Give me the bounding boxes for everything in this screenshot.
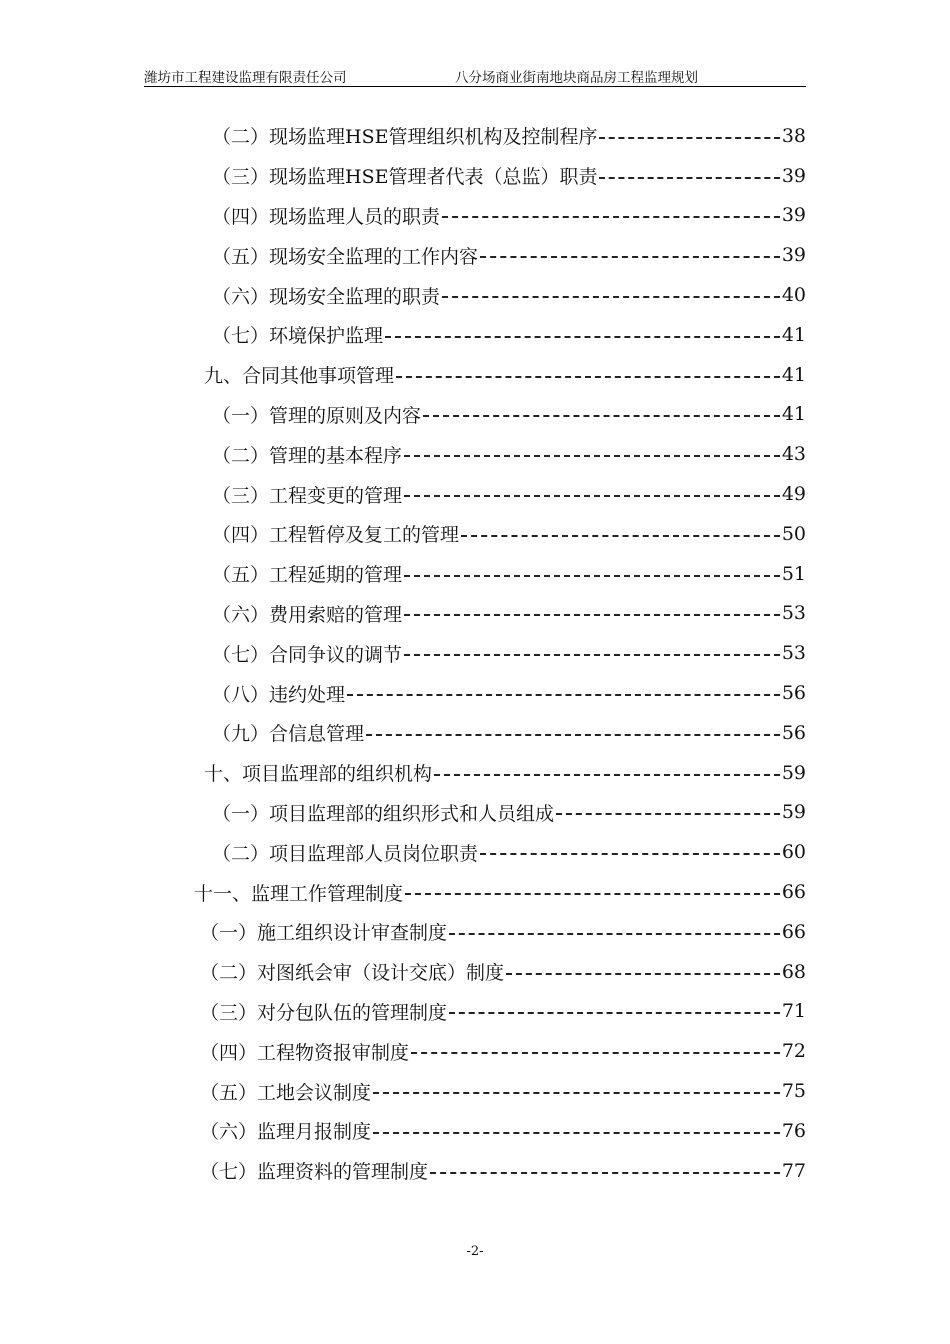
toc-entry[interactable] <box>212 116 806 156</box>
toc-entry-title: （五）工程延期的管理 <box>212 564 403 587</box>
toc-entry[interactable] <box>200 1111 806 1151</box>
toc-entry[interactable] <box>212 196 806 236</box>
toc-entry-page: 49 <box>781 483 806 506</box>
toc-entry-page: 50 <box>781 522 806 545</box>
toc-entry-title: （二）现场监理HSE管理组织机构及控制程序 <box>212 126 598 149</box>
toc-entry[interactable] <box>204 753 806 793</box>
toc-dot-leader <box>423 415 780 417</box>
toc-entry-page: 77 <box>781 1159 806 1182</box>
toc-entry[interactable] <box>200 1031 806 1071</box>
toc-entry-page: 59 <box>781 761 806 784</box>
toc-entry[interactable] <box>212 434 806 474</box>
toc-entry-page: 56 <box>781 682 806 705</box>
toc-entry-title: （七）合同争议的调节 <box>212 643 403 666</box>
toc-entry[interactable] <box>212 315 806 355</box>
toc-entry[interactable] <box>212 673 806 713</box>
toc-entry-title: 九、合同其他事项管理 <box>204 365 395 388</box>
toc-dot-leader <box>347 694 780 696</box>
toc-entry-page: 41 <box>781 323 806 346</box>
toc-dot-leader <box>556 813 780 815</box>
toc-entry[interactable] <box>200 1071 806 1111</box>
toc-entry-page: 60 <box>781 841 806 864</box>
toc-entry-page: 76 <box>781 1119 806 1142</box>
toc-entry-title: （二）管理的基本程序 <box>212 444 403 467</box>
toc-entry-page: 53 <box>781 602 806 625</box>
toc-entry-title: 十一、监理工作管理制度 <box>194 882 404 905</box>
toc-dot-leader <box>506 973 780 975</box>
toc-entry-title: （六）费用索赔的管理 <box>212 603 403 626</box>
toc-entry-page: 75 <box>781 1080 806 1103</box>
toc-entry-title: （七）监理资料的管理制度 <box>200 1161 429 1184</box>
toc-entry[interactable] <box>204 355 806 395</box>
header-doc-title: 八分场商业街南地块商品房工程监理规划 <box>455 70 698 86</box>
page-number: -2- <box>466 1244 484 1259</box>
toc-entry[interactable] <box>212 474 806 514</box>
toc-dot-leader <box>404 495 780 497</box>
toc-entry[interactable] <box>212 713 806 753</box>
toc-entry[interactable] <box>212 832 806 872</box>
toc-dot-leader <box>480 256 780 258</box>
toc-entry-page: 66 <box>781 920 806 943</box>
toc-dot-leader <box>404 455 780 457</box>
toc-dot-leader <box>385 336 780 338</box>
toc-dot-leader <box>404 614 780 616</box>
toc-entry-page: 59 <box>781 801 806 824</box>
toc-entry[interactable] <box>212 235 806 275</box>
toc-dot-leader <box>411 1052 780 1054</box>
toc-entry-page: 56 <box>781 721 806 744</box>
toc-entry-title: （五）工地会议制度 <box>200 1081 372 1104</box>
toc-dot-leader <box>449 933 780 935</box>
toc-entry-title: （四）现场监理人员的职责 <box>212 205 441 228</box>
toc-entry-title: 十、项目监理部的组织机构 <box>204 763 433 786</box>
toc-dot-leader <box>434 774 780 776</box>
toc-entry-title: （四）工程物资报审制度 <box>200 1041 410 1064</box>
toc-entry-page: 68 <box>781 960 806 983</box>
toc-dot-leader <box>442 216 780 218</box>
toc-entry[interactable] <box>212 594 806 634</box>
toc-dot-leader <box>449 1012 780 1014</box>
toc-dot-leader <box>405 893 780 895</box>
toc-entry-title: （三）对分包队伍的管理制度 <box>200 1001 448 1024</box>
toc-entry-title: （七）环境保护监理 <box>212 325 384 348</box>
toc-entry-page: 71 <box>781 1000 806 1023</box>
toc-entry[interactable] <box>200 952 806 992</box>
toc-entry-page: 40 <box>781 284 806 307</box>
toc-entry-title: （三）工程变更的管理 <box>212 484 403 507</box>
toc-dot-leader <box>599 177 779 179</box>
toc-entry-title: （一）管理的原则及内容 <box>212 404 422 427</box>
toc-dot-leader <box>373 1132 780 1134</box>
toc-entry-page: 39 <box>781 244 806 267</box>
toc-entry-title: （二）项目监理部人员岗位职责 <box>212 842 479 865</box>
toc-dot-leader <box>404 654 780 656</box>
toc-entry-title: （一）施工组织设计审查制度 <box>200 922 448 945</box>
toc-dot-leader <box>430 1172 780 1174</box>
toc-dot-leader <box>373 1092 780 1094</box>
toc-entry-title: （四）工程暂停及复工的管理 <box>212 524 460 547</box>
toc-dot-leader <box>480 853 780 855</box>
header-company: 潍坊市工程建设监理有限责任公司 <box>144 70 347 86</box>
toc-dot-leader <box>599 137 779 139</box>
toc-entry[interactable] <box>212 156 806 196</box>
toc-entry-page: 43 <box>781 443 806 466</box>
toc-entry-title: （八）违约处理 <box>212 683 346 706</box>
toc-entry-page: 53 <box>781 642 806 665</box>
toc-entry-title: （一）项目监理部的组织形式和人员组成 <box>212 802 555 825</box>
toc-entry[interactable] <box>200 992 806 1032</box>
toc-entry-title: （六）现场安全监理的职责 <box>212 285 441 308</box>
toc-entry-page: 38 <box>781 124 806 147</box>
toc-entry-title: （三）现场监理HSE管理者代表（总监）职责 <box>212 166 598 189</box>
toc-entry-title: （五）现场安全监理的工作内容 <box>212 245 479 268</box>
toc-dot-leader <box>442 296 780 298</box>
toc-entry-title: （二）对图纸会审（设计交底）制度 <box>200 962 505 985</box>
toc-entry-page: 41 <box>781 403 806 426</box>
toc-entry[interactable] <box>212 275 806 315</box>
toc-entry-page: 51 <box>781 562 806 585</box>
toc-dot-leader <box>404 575 780 577</box>
toc-entry[interactable] <box>212 395 806 435</box>
toc-entry-page: 39 <box>781 164 806 187</box>
toc-entry[interactable] <box>212 554 806 594</box>
page-header <box>144 64 806 87</box>
toc-entry-title: （六）监理月报制度 <box>200 1121 372 1144</box>
toc-entry[interactable] <box>194 872 806 912</box>
toc-entry-page: 41 <box>781 363 806 386</box>
toc-entry[interactable] <box>212 514 806 554</box>
toc-dot-leader <box>396 376 780 378</box>
toc-dot-leader <box>366 734 780 736</box>
toc-entry-title: （九）合信息管理 <box>212 723 365 746</box>
table-of-contents <box>0 116 950 1191</box>
toc-entry[interactable] <box>212 793 806 833</box>
toc-dot-leader <box>461 535 780 537</box>
toc-entry-page: 66 <box>781 881 806 904</box>
toc-entry-page: 39 <box>781 204 806 227</box>
toc-entry[interactable] <box>200 912 806 952</box>
toc-entry[interactable] <box>212 633 806 673</box>
toc-entry-page: 72 <box>781 1040 806 1063</box>
toc-entry[interactable] <box>200 1151 806 1191</box>
